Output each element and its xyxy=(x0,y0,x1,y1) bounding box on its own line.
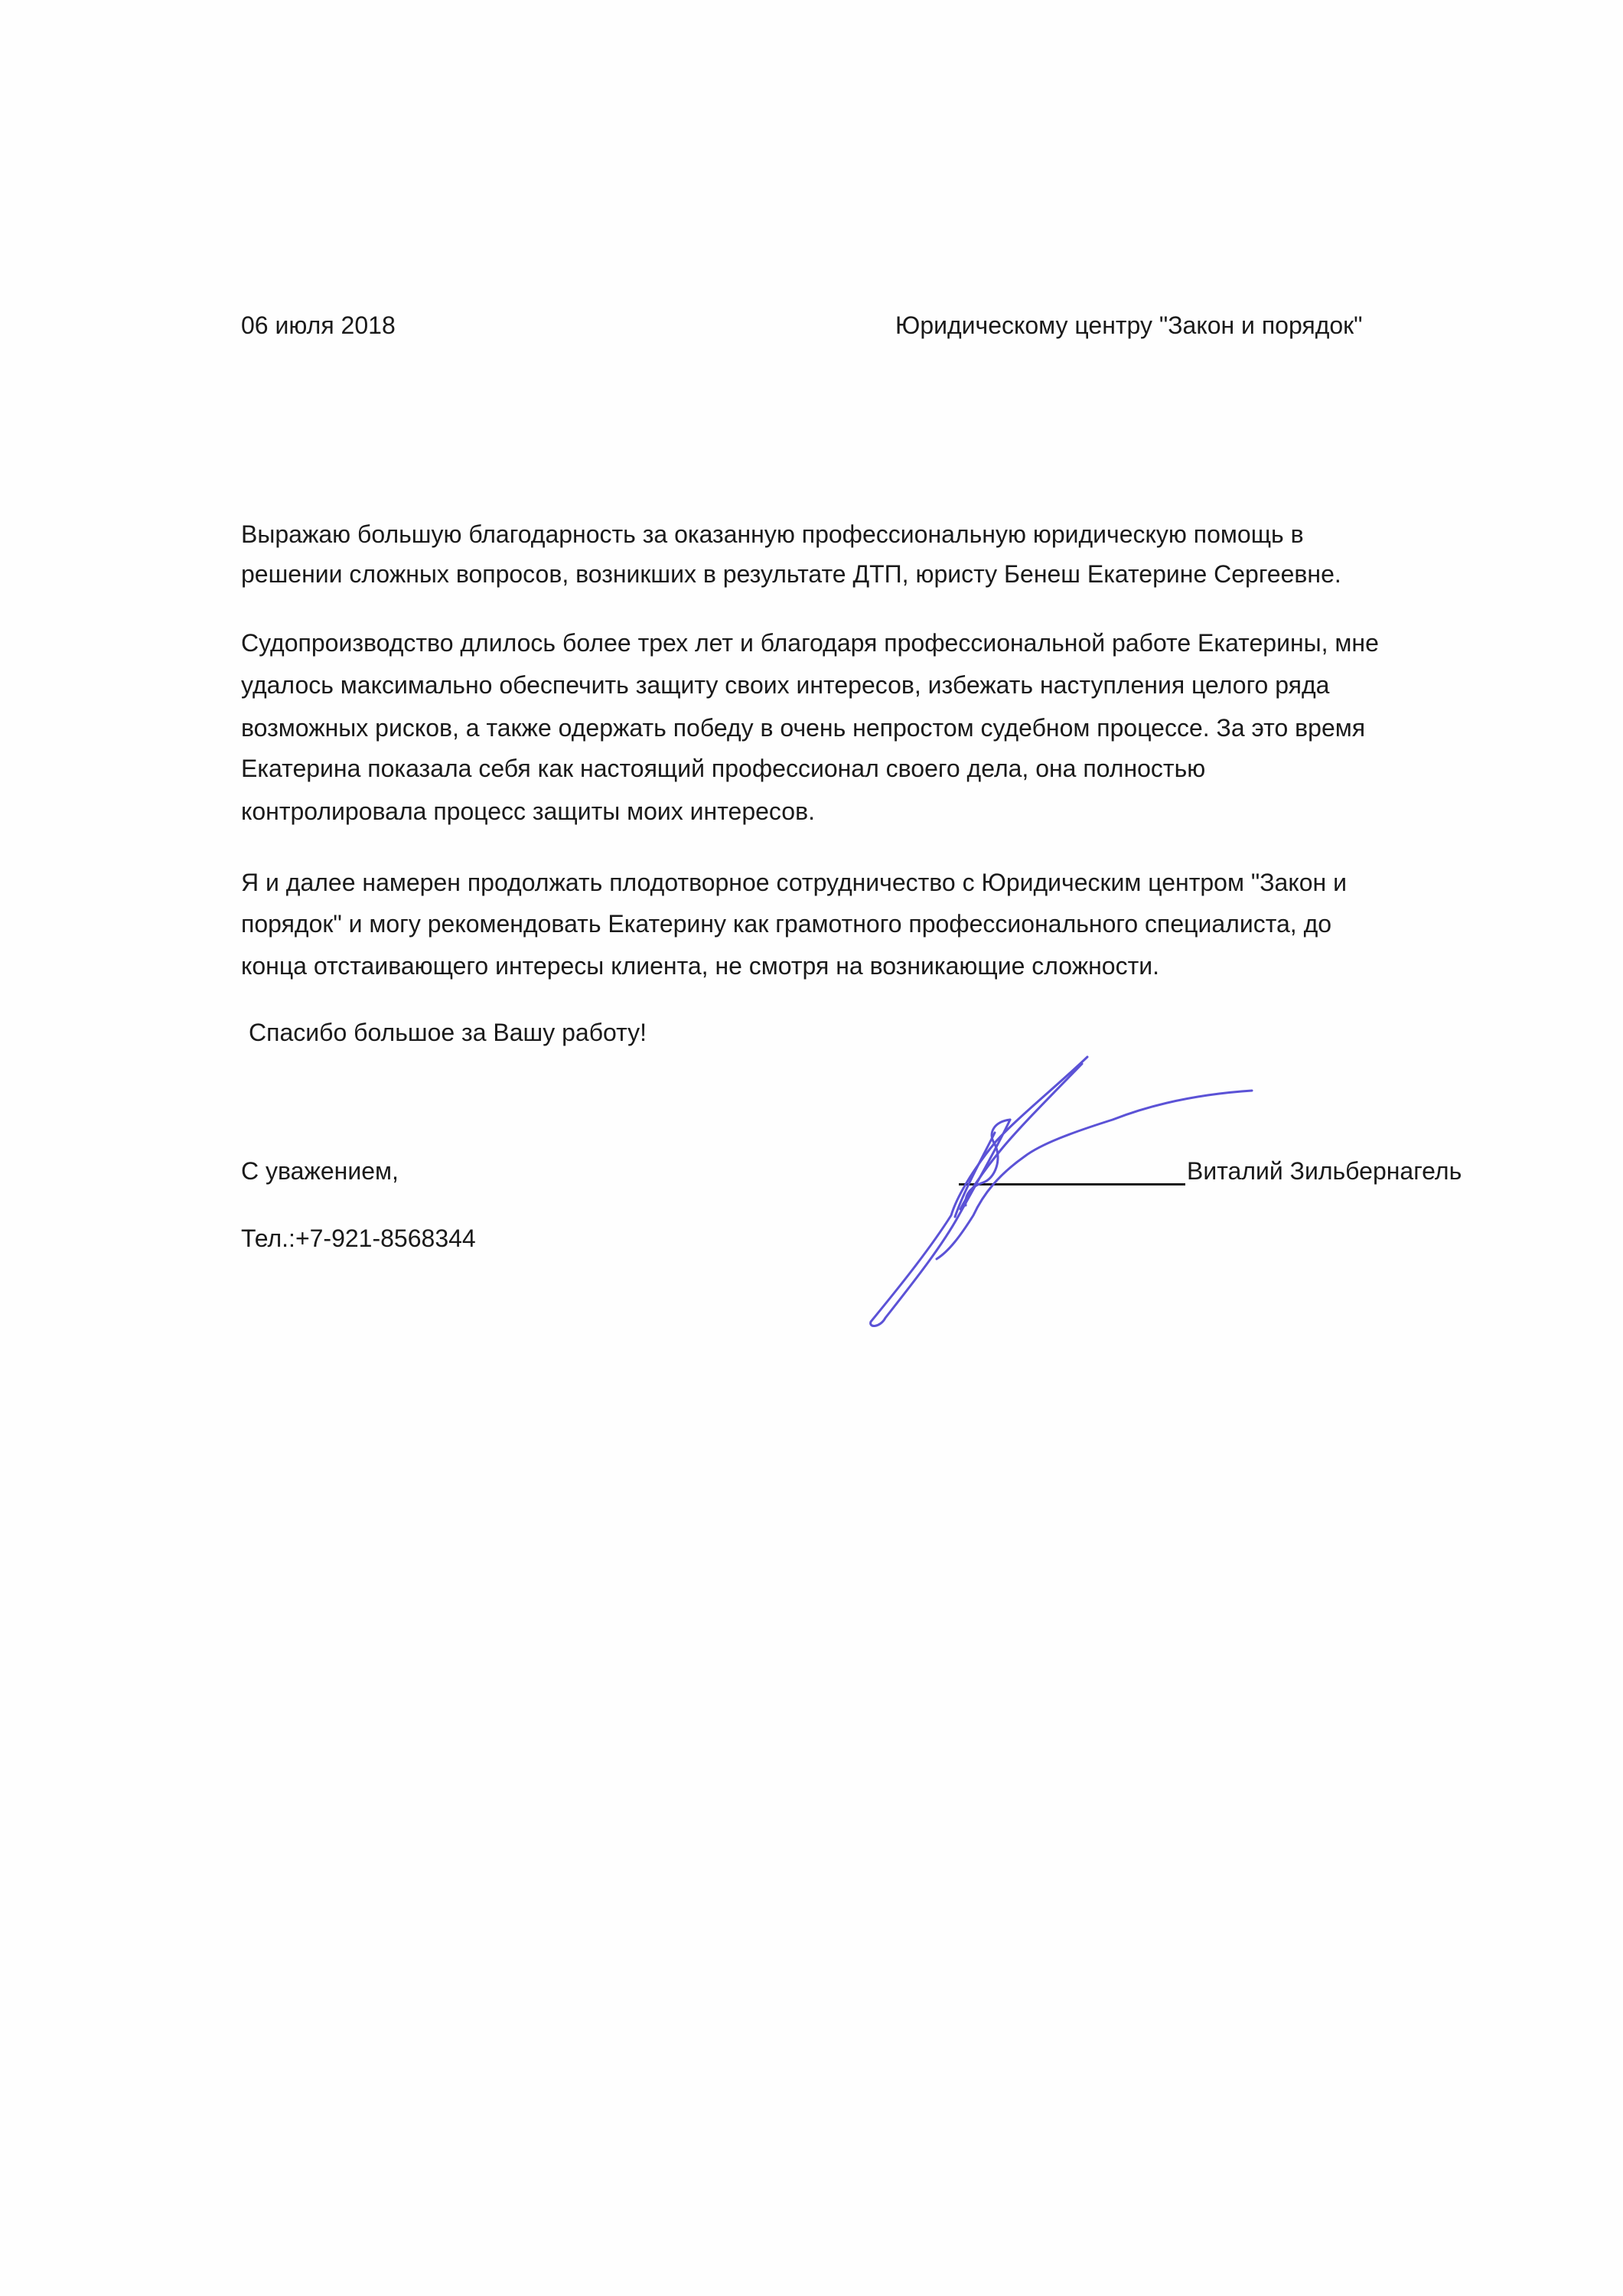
paragraph-line: возможных рисков, а также одержать победу в очень непростом судебном процессе. За это время xyxy=(241,714,1366,742)
paragraph-line: Судопроизводство длилось более трех лет и благодаря профессиональной работе Екатерины, мне xyxy=(241,629,1379,657)
paragraph-line: контролировала процесс защиты моих интересов. xyxy=(241,797,815,825)
paragraph-line: решении сложных вопросов, возникших в результате ДТП, юристу Бенеш Екатерине Сергеевне. xyxy=(241,560,1341,588)
paragraph-line: Я и далее намерен продолжать плодотворное сотрудничество с Юридическим центром "Закон и xyxy=(241,869,1347,896)
phone: Тел.:+7-921-8568344 xyxy=(241,1225,476,1252)
thanks-line: Спасибо большое за Вашу работу! xyxy=(249,1019,647,1046)
paragraph-line: Выражаю большую благодарность за оказанную профессиональную юридическую помощь в xyxy=(241,520,1304,548)
paragraph-line: удалось максимально обеспечить защиту своих интересов, избежать наступления целого ряда xyxy=(241,671,1330,699)
closing: С уважением, xyxy=(241,1157,399,1185)
paragraph-line: конца отстаивающего интересы клиента, не смотря на возникающие сложности. xyxy=(241,952,1160,980)
paragraph-line: Екатерина показала себя как настоящий профессионал своего дела, она полностью xyxy=(241,755,1206,782)
letter-date: 06 июля 2018 xyxy=(241,311,396,339)
letter-addressee: Юридическому центру "Закон и порядок" xyxy=(895,311,1363,339)
signature-line xyxy=(959,1183,1185,1186)
signer-name: Виталий Зильбернагель xyxy=(1187,1157,1462,1185)
paragraph-line: порядок" и могу рекомендовать Екатерину как грамотного профессионального специалиста, до xyxy=(241,910,1332,938)
